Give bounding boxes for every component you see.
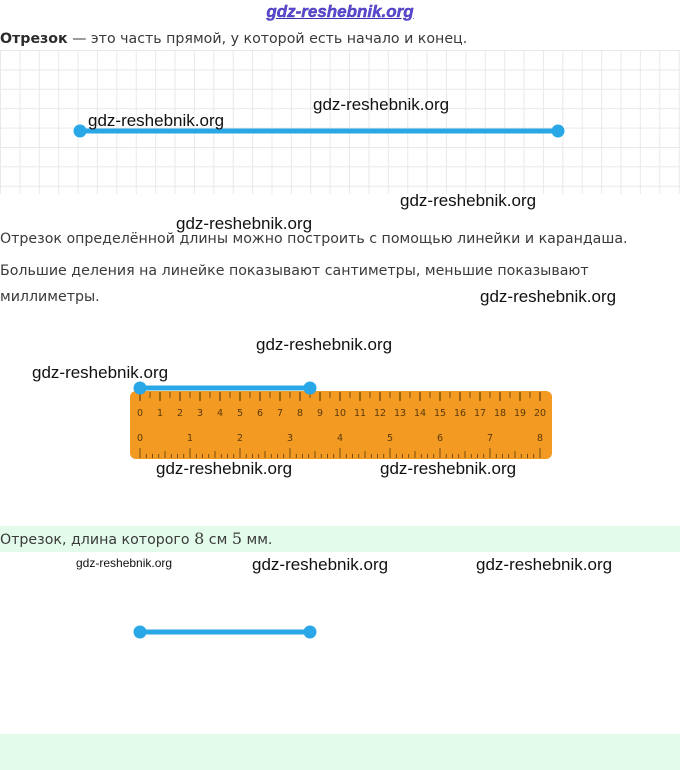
example-cm-unit: см: [204, 532, 232, 548]
ruler-segment-start: [134, 382, 147, 395]
paragraph-construct: Отрезок определённой длины можно построить с помощью линейки и карандаша.: [0, 231, 628, 247]
ruler-cm-label: 13: [393, 408, 407, 419]
example-prefix: Отрезок, длина которого: [0, 532, 195, 548]
ruler-cm-label: 8: [296, 408, 304, 419]
ruler-cm-label: 0: [136, 408, 144, 419]
ruler-cm-label: 6: [256, 408, 264, 419]
ruler-inch-label: 6: [436, 433, 444, 444]
watermark-label: gdz-reshebnik.org: [400, 191, 537, 210]
ruler-cm-label: 10: [333, 408, 347, 419]
example-segment-start: [134, 626, 147, 639]
ruler-inch-label: 3: [286, 433, 294, 444]
watermark-label: gdz-reshebnik.org: [156, 459, 293, 478]
segment-endpoint-end: [552, 125, 565, 138]
watermark-label: gdz-reshebnik.org: [476, 555, 613, 574]
ruler-cm-label: 1: [156, 408, 164, 419]
definition-body: — это часть прямой, у которой есть начало и конец.: [67, 31, 468, 47]
ruler-cm-label: 19: [513, 408, 527, 419]
paragraph-ruler: Большие деления на линейке показывают сантиметры, меньшие показывают миллиметры.: [0, 263, 589, 305]
ruler-cm-label: 18: [493, 408, 507, 419]
ruler-inch-label: 8: [536, 433, 544, 444]
example-cm-value: 8: [194, 529, 205, 548]
ruler-inch-label: 2: [236, 433, 244, 444]
ruler-segment-end: [304, 382, 317, 395]
bottom-band: [0, 734, 680, 770]
ruler-inch-label: 5: [386, 433, 394, 444]
example-mm-unit: мм.: [242, 532, 273, 548]
example-mm-value: 5: [231, 529, 242, 548]
ruler-cm-label: 14: [413, 408, 427, 419]
ruler-cm-label: 15: [433, 408, 447, 419]
watermark-label: gdz-reshebnik.org: [480, 287, 617, 306]
ruler-cm-label: 4: [216, 408, 224, 419]
ruler-cm-label: 20: [533, 408, 547, 419]
ruler-cm-label: 7: [276, 408, 284, 419]
segment-figure-2: [0, 610, 680, 650]
ruler-cm-label: 3: [196, 408, 204, 419]
watermark-label: gdz-reshebnik.org: [256, 335, 393, 354]
ruler-inch-label: 0: [136, 433, 144, 444]
watermark-label: gdz-reshebnik.org: [88, 111, 225, 130]
watermark-label: gdz-reshebnik.org: [252, 555, 389, 574]
definition-text: [0, 26, 467, 52]
definition-term: Отрезок: [0, 31, 68, 47]
ruler-cm-label: 12: [373, 408, 387, 419]
site-watermark-top: gdz-reshebnik.org: [266, 2, 414, 21]
ruler-cm-label: 9: [316, 408, 324, 419]
ruler-cm-label: 17: [473, 408, 487, 419]
ruler-body: [130, 391, 552, 459]
watermark-label: gdz-reshebnik.org: [313, 95, 450, 114]
ruler-cm-label: 2: [176, 408, 184, 419]
ruler-inch-label: 1: [186, 433, 194, 444]
segment-endpoint-start: [74, 125, 87, 138]
watermark-label: gdz-reshebnik.org: [176, 214, 313, 233]
watermark-label: gdz-reshebnik.org: [380, 459, 517, 478]
ruler-figure: [0, 375, 680, 475]
ruler-inch-label: 7: [486, 433, 494, 444]
example-text: [0, 526, 272, 553]
ruler-cm-label: 16: [453, 408, 467, 419]
example-segment-end: [304, 626, 317, 639]
ruler-cm-label: 5: [236, 408, 244, 419]
ruler-inch-label: 4: [336, 433, 344, 444]
watermark-label: gdz-reshebnik.org: [32, 363, 169, 382]
ruler-cm-label: 11: [353, 408, 367, 419]
watermark-label: gdz-reshebnik.org: [76, 556, 173, 570]
